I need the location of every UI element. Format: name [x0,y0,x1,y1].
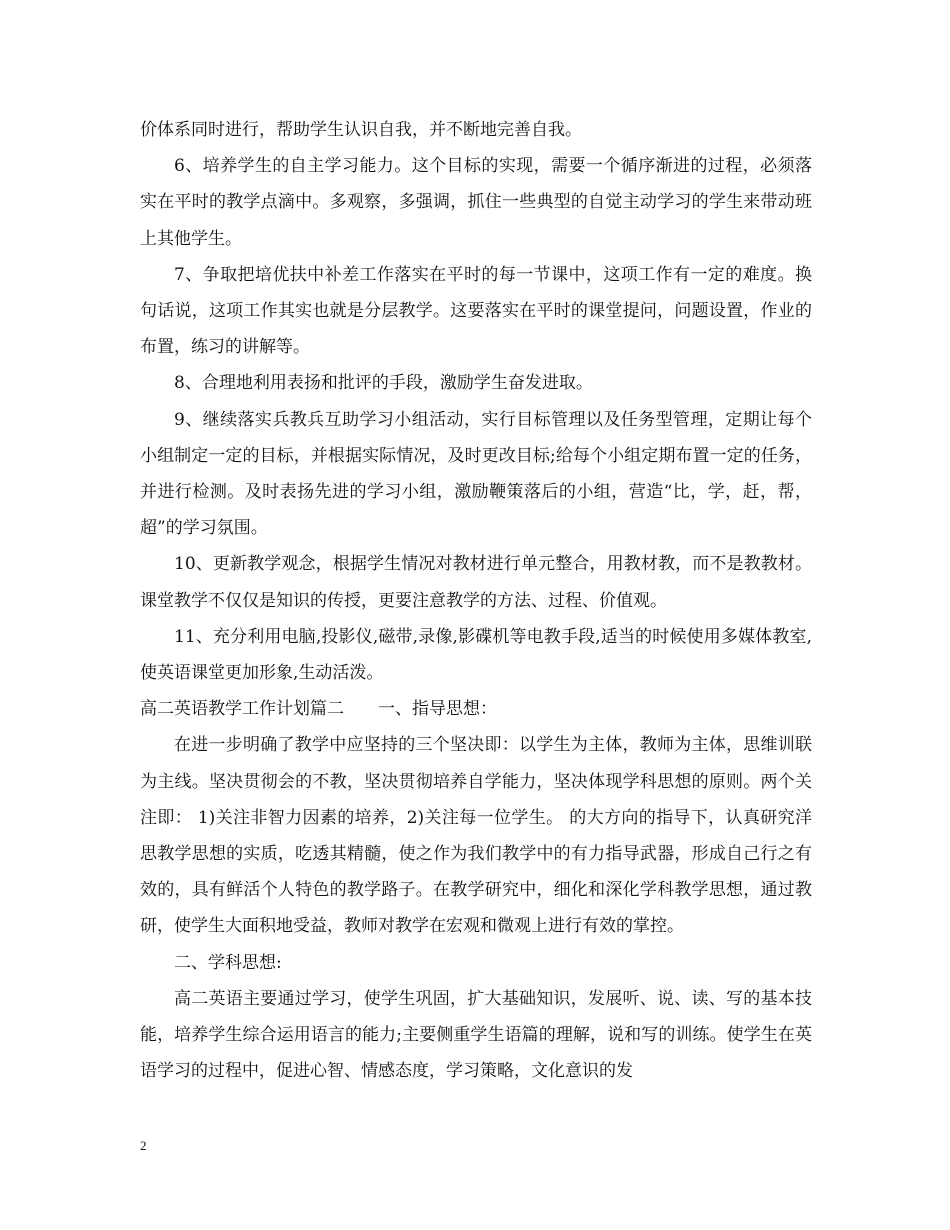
paragraph-item-8: 8、合理地利用表扬和批评的手段，激励学生奋发进取。 [174,373,593,394]
section-heading-subject-ideas: 二、学科思想: [174,952,282,973]
paragraph-continuation: 价体系同时进行，帮助学生认识自我，并不断地完善自我。 [140,120,582,140]
paragraph-item-7: 7、争取把培优扶中补差工作落实在平时的每一节课中，这项工作有一定的难度。换句话说，这项工作其实也就是分层教学。这要落实在平时的课堂提问，问题设置，作业的布置，练习的讲解等。 [140,264,812,358]
page-number: 2 [140,1138,147,1153]
section-heading-plan-two: 高二英语教学工作计划篇二 一、指导思想： [140,699,497,720]
paragraph-item-10: 10、更新教学观念，根据学生情况对教材进行单元整合，用教材教，而不是教教材。课堂教学不仅仅是知识的传授，更要注意教学的方法、过程、价值观。 [140,554,812,611]
paragraph-subject-ideas: 高二英语主要通过学习，使学生巩固，扩大基础知识，发展听、说、读、写的基本技能，培养学生综合运用语言的能力;主要侧重学生语篇的理解，说和写的训练。使学生在英语学习的过程中，促进心智、情感态度，学习策略，文化意识的发 [140,988,812,1082]
paragraph-item-11: 11、充分利用电脑,投影仪,磁带,录像,影碟机等电教手段,适当的时候使用多媒体教室,使英语课堂更加形象,生动活泼。 [140,626,812,684]
document-body [140,112,812,1089]
paragraph-guiding-ideology: 在进一步明确了教学中应坚持的三个坚决即：以学生为主体，教师为主体，思维训联为主线。坚决贯彻会的不教，坚决贯彻培养自学能力，坚决体现学科思想的原则。两个关注即： 1)关注非智力因素的培养，2)关注每一位学生。 的大方向的指导下，认真研究洋思教学思想的实质，吃透其精髓，使之作为我们教学中的有力指导武器，形成自己行之有效的，具有鲜活个人特色的教学路子。在教学研究中，细化和深化学科教学思想，通过教研，使学生大面积地受益，教师对教学在宏观和微观上进行有效的掌控。 [140,735,812,937]
paragraph-item-6: 6、培养学生的自主学习能力。这个目标的实现，需要一个循序渐进的过程，必须落实在平时的教学点滴中。多观察，多强调，抓住一些典型的自觉主动学习的学生来带动班上其他学生。 [140,156,812,249]
paragraph-item-9: 9、继续落实兵教兵互助学习小组活动，实行目标管理以及任务型管理，定期让每个小组制定一定的目标，并根据实际情况，及时更改目标;给每个小组定期布置一定的任务，并进行检测。及时表扬先进的学习小组，激励鞭策落后的小组，营造“比，学，赶，帮，超”的学习氛围。 [140,409,812,539]
